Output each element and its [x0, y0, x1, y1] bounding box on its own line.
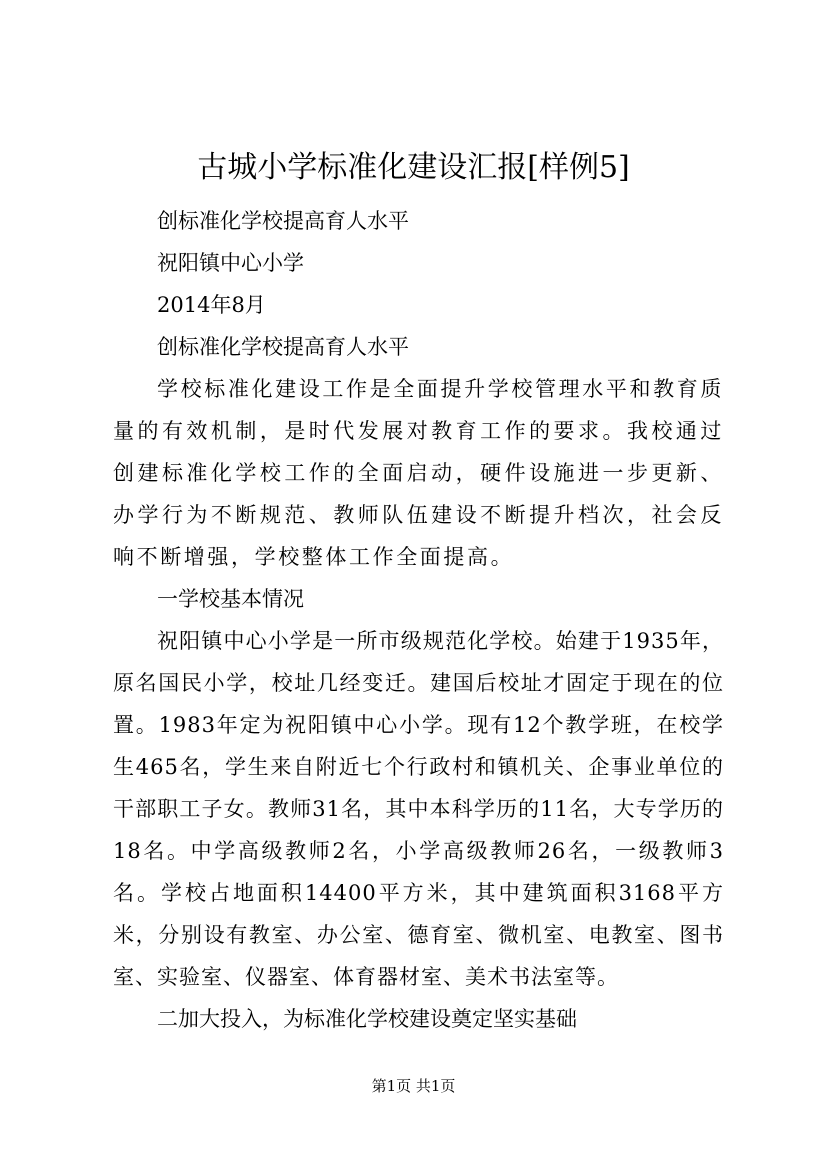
- subtitle-repeat-line: 创标准化学校提高育人水平: [157, 335, 409, 359]
- school-name-line: 祝阳镇中心小学: [157, 251, 304, 275]
- date-line: 2014年8月: [157, 293, 266, 317]
- basic-info-paragraph: 祝阳镇中心小学是一所市级规范化学校。始建于1935年，原名国民小学，校址几经变迁。建国后校址才固定于现在的位置。1983年定为祝阳镇中心小学。现有12个教学班，在校学生465名，学生来自附近七个行政村和镇机关、企事业单位的干部职工子女。教师31名，其中本科学历的11名，大专学历的18名。中学高级教师2名，小学高级教师26名，一级教师3名。学校占地面积14400平方米，其中建筑面积3168平方米，分别设有教室、办公室、德育室、微机室、电教室、图书室、实验室、仪器室、体育器材室、美术书法室等。: [113, 629, 724, 989]
- page-footer: 第1页 共1页: [371, 1077, 456, 1095]
- page-title: 古城小学标准化建设汇报[样例5]: [197, 150, 630, 185]
- section-heading-investment: 二加大投入，为标准化学校建设奠定坚实基础: [157, 1007, 577, 1031]
- subtitle-line: 创标准化学校提高育人水平: [157, 209, 409, 233]
- document-body: [113, 200, 724, 1040]
- intro-paragraph: 学校标准化建设工作是全面提升学校管理水平和教育质量的有效机制，是时代发展对教育工作的要求。我校通过创建标准化学校工作的全面启动，硬件设施进一步更新、办学行为不断规范、教师队伍建设不断提升档次，社会反响不断增强，学校整体工作全面提高。: [113, 377, 724, 569]
- section-heading-basic-info: 一学校基本情况: [157, 587, 304, 611]
